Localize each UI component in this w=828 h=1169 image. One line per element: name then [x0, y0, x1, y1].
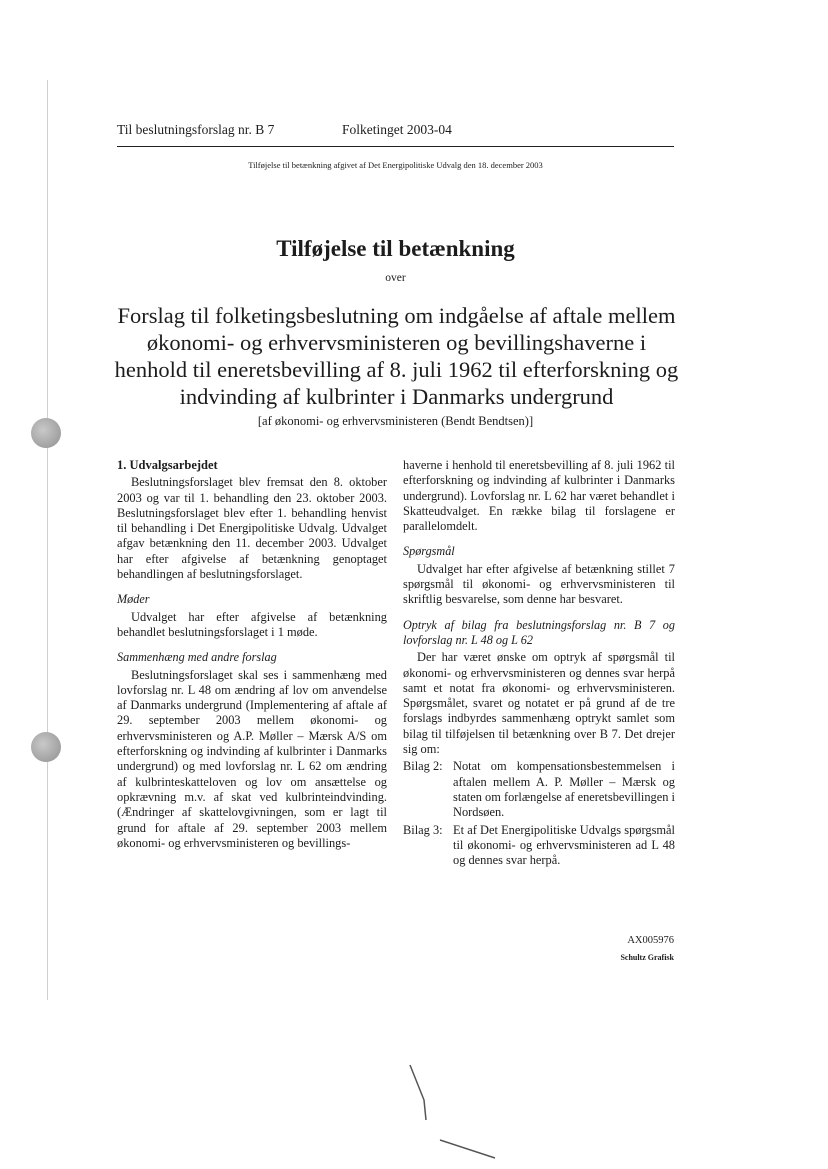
section-heading: 1. Udvalgsarbejdet — [117, 458, 218, 472]
paragraph: Beslutningsforslaget skal ses i sammenhæng med lovforslag nr. L 48 om ændring af lov om anvendelse af Danmarks undergrund (Implementering af aftale af 29. september 2003 mellem økonomi- og erhvervsministeren og A.P. Møller – Mærsk A/S om efterforskning og indvinding af kulbrinter i Danmarks undergrund) og med lovforslag nr. L 62 om ændring af kulbrinteskatteloven og lov om ansættelse og opkrævning m.v. af skat ved kulbrinteindvinding. (Ændringer af skattelovgivningen, som er lagt til grund for aftale af 29. september 2003 mellem økonomi- og erhvervsministeren og bevillings- — [117, 667, 387, 850]
paragraph: Udvalget har efter afgivelse af betænkning stillet 7 spørgsmål til økonomi- og erhvervsministeren til skriftlig besvarelse, som denne har besvaret. — [403, 561, 675, 607]
proposal-title: Forslag til folketingsbeslutning om indgåelse af aftale mellem økonomi- og erhvervsministeren og bevillingshaverne i henhold til eneretsbevilling af 8. juli 1962 til efterforskning og indvinding af kulbrinter i Danmarks undergrund — [114, 303, 679, 409]
punch-hole-top — [31, 418, 61, 448]
session-label: Folketinget 2003-04 — [342, 122, 452, 137]
scan-margin-line — [47, 80, 48, 1000]
appendix-text: Et af Det Energipolitiske Udvalgs spørgsmål til økonomi- og erhvervsministeren ad L 48 og dennes svar herpå. — [453, 822, 675, 868]
appendix-item — [403, 823, 675, 869]
subheading-optryk: Optryk af bilag fra beslutningsforslag nr. B 7 og lovforslag nr. L 48 og L 62 — [403, 617, 675, 647]
supplement-note: Tilføjelse til betænkning afgivet af Det Energipolitiske Udvalg den 18. december 2003 — [248, 160, 543, 170]
paragraph: Der har været ønske om optryk af spørgsmål til økonomi- og erhvervsministeren og dennes svar herpå samt et notat fra økonomi- og erhvervsministeren. Spørgsmålet, svaret og notatet er på grund af de tre forslags indbyrdes sammenhæng optrykt samlet som bilag til tilføjelsen til betænkning over B 7. Det drejer sig om: — [403, 650, 675, 757]
scan-mark — [400, 1060, 510, 1160]
paragraph: haverne i henhold til eneretsbevilling af 8. juli 1962 til efterforskning og indvinding af kulbrinter i Danmarks undergrund). Lovforslag nr. L 62 har været behandlet i Skatteudvalget. En række bilag til forslagene er parallelomdelt. — [403, 458, 675, 534]
punch-hole-bottom — [31, 732, 61, 762]
subheading-sammenhaeng: Sammenhæng med andre forslag — [117, 650, 277, 665]
author-line: [af økonomi- og erhvervsministeren (Bendt Bendtsen)] — [257, 414, 534, 428]
bill-reference: Til beslutningsforslag nr. B 7 — [117, 122, 275, 137]
subheading-moder: Møder — [117, 592, 150, 607]
printer-name: Schultz Grafisk — [620, 953, 674, 962]
left-column — [117, 458, 387, 851]
over-label: over — [385, 272, 406, 284]
header-rule — [117, 146, 674, 147]
paragraph: Beslutningsforslaget blev fremsat den 8. oktober 2003 og var til 1. behandling den 23. oktober 2003. Beslutningsforslaget blev efter 1. behandling henvist til behandling i Det Energipolitiske Udvalg. Udvalget afgav betænkning den 11. december 2003. Udvalget har efter afgivelse af betænkning genoptaget behandlingen af beslutningsforslaget. — [117, 475, 387, 582]
page-title: Tilføjelse til betænkning — [276, 236, 515, 261]
appendix-text: Notat om kompensationsbestemmelsen i aftalen mellem A. P. Møller – Mærsk og staten om forlængelse af eneretsbevillingen i Nordsøen. — [453, 759, 675, 820]
document-code: AX005976 — [627, 935, 674, 946]
subheading-sporgsmal: Spørgsmål — [403, 544, 455, 559]
appendix-label: Bilag 2: — [403, 759, 443, 774]
paragraph: Udvalget har efter afgivelse af betænkning behandlet beslutningsforslaget i 1 møde. — [117, 609, 387, 639]
appendix-item — [403, 759, 675, 820]
document-header — [117, 120, 674, 142]
right-column — [403, 458, 675, 868]
appendix-label: Bilag 3: — [403, 822, 443, 837]
